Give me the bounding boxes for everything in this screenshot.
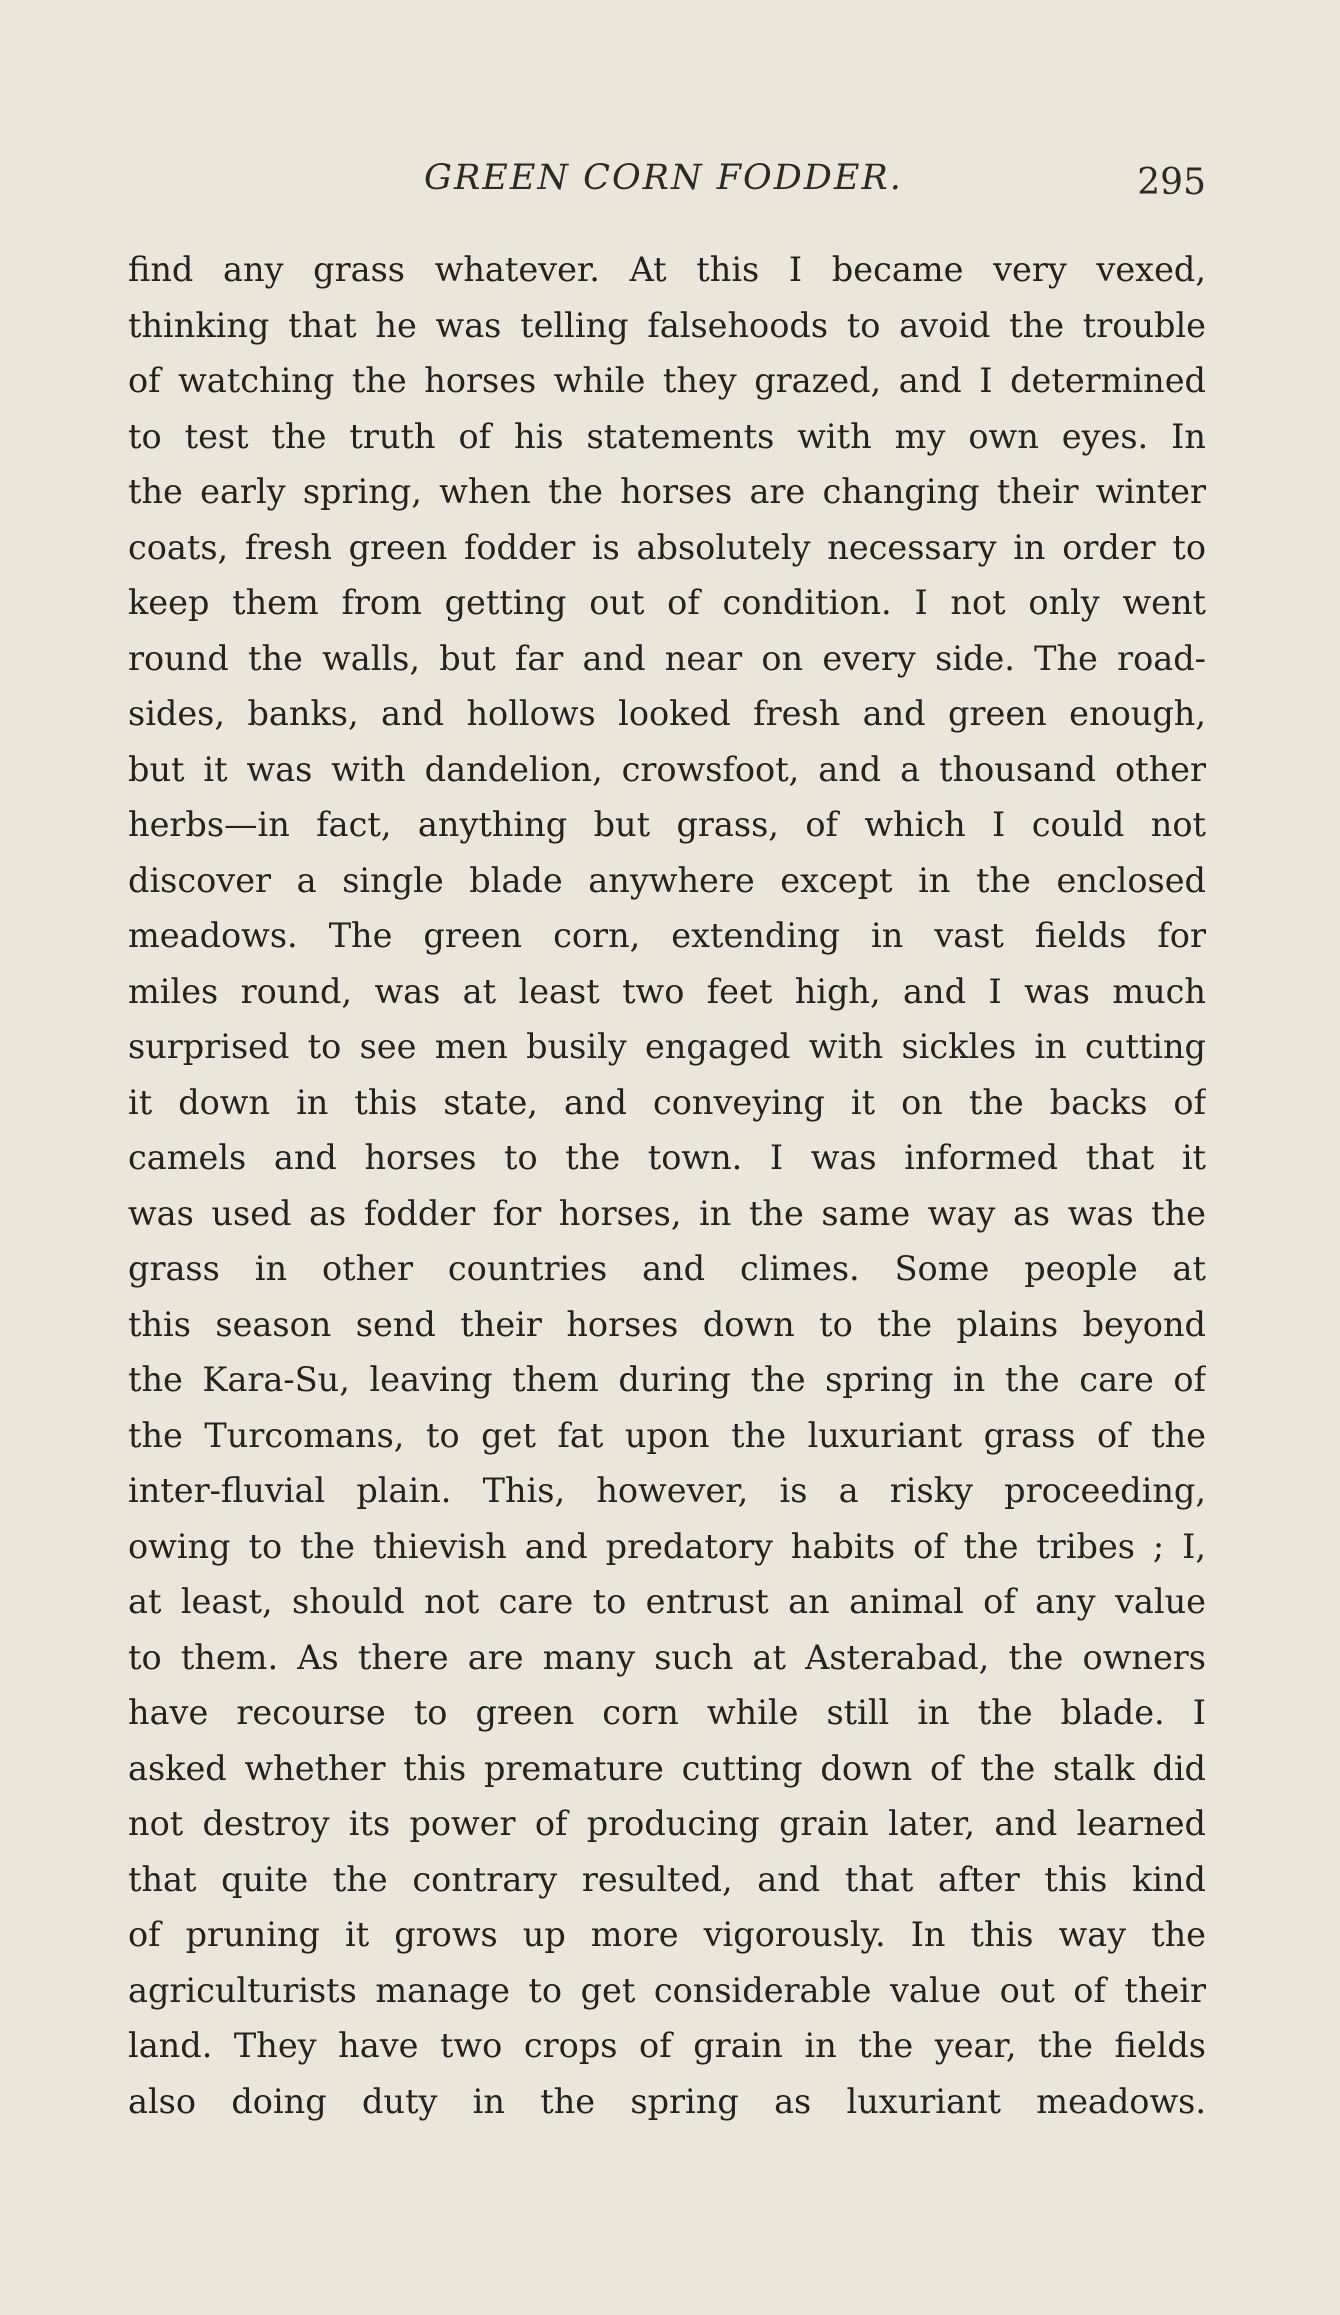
text-line: this season send their horses down to the plains beyond [128, 1304, 1206, 1344]
text-line: land. They have two crops of grain in the year, the fields [128, 2026, 1206, 2065]
text-line: grass in other countries and climes. Some people at [128, 1249, 1206, 1288]
text-line: keep them from getting out of condition. I not only went [128, 583, 1206, 622]
text-line: the Kara-Su, leaving them during the spring in the care of [128, 1360, 1206, 1399]
text-line: of pruning it grows up more vigorously. In this way the [128, 1915, 1206, 1954]
text-line: sides, banks, and hollows looked fresh and green enough, [128, 694, 1206, 733]
running-head [128, 158, 1206, 214]
text-line: but it was with dandelion, crowsfoot, and a thousand other [128, 749, 1206, 789]
text-line: round the walls, but far and near on every side. The road- [128, 638, 1206, 678]
text-line: herbs—in fact, anything but grass, of which I could not [128, 805, 1206, 844]
text-line: that quite the contrary resulted, and that after this kind [128, 1859, 1206, 1899]
text-line: at least, should not care to entrust an animal of any value [128, 1582, 1206, 1621]
text-line: not destroy its power of producing grain later, and learned [128, 1804, 1206, 1843]
text-line: inter-fluvial plain. This, however, is a risky proceeding, [128, 1471, 1206, 1510]
text-line: was used as fodder for horses, in the same way as was the [128, 1193, 1206, 1233]
text-line: to test the truth of his statements with my own eyes. In [128, 416, 1206, 456]
text-line: the early spring, when the horses are changing their winter [128, 472, 1206, 511]
text-line: it down in this state, and conveying it on the backs of [128, 1082, 1206, 1122]
text-line: owing to the thievish and predatory habits of the tribes ; I, [128, 1526, 1206, 1566]
text-line: agriculturists manage to get considerable value out of their [128, 1970, 1206, 2010]
text-line: miles round, was at least two feet high, and I was much [128, 971, 1206, 1011]
text-line: thinking that he was telling falsehoods to avoid the trouble [128, 305, 1206, 345]
page-number: 295 [1137, 162, 1206, 203]
text-line: asked whether this premature cutting down of the stalk did [128, 1748, 1206, 1788]
body-text [128, 242, 1206, 2129]
text-line: discover a single blade anywhere except in the enclosed [128, 860, 1206, 900]
text-line: surprised to see men busily engaged with sickles in cutting [128, 1027, 1206, 1066]
text-line: meadows. The green corn, extending in vast fields for [128, 916, 1206, 955]
text-line: find any grass whatever. At this I became very vexed, [128, 250, 1206, 289]
text-line: coats, fresh green fodder is absolutely necessary in order to [128, 527, 1206, 567]
text-line: have recourse to green corn while still in the blade. I [128, 1693, 1206, 1732]
text-line: camels and horses to the town. I was informed that it [128, 1138, 1206, 1177]
running-title: GREEN CORN FODDER. [424, 158, 903, 198]
text-line: also doing duty in the spring as luxuriant meadows. [128, 2081, 1206, 2121]
text-line: of watching the horses while they grazed, and I determined [128, 361, 1206, 400]
text-line: the Turcomans, to get fat upon the luxuriant grass of the [128, 1415, 1206, 1455]
text-line: to them. As there are many such at Asterabad, the owners [128, 1637, 1206, 1677]
